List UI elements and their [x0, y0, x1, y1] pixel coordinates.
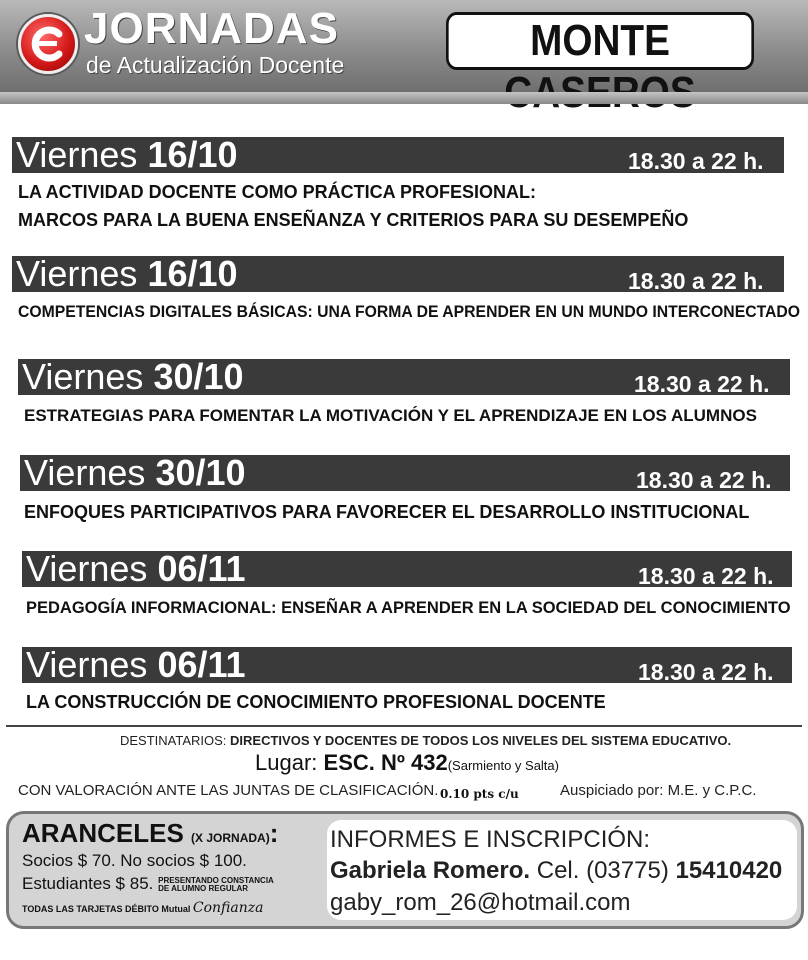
fees-estudiantes: Estudiantes $ 85. PRESENTANDO CONSTANCIA DE ALUMNO REGULAR [22, 874, 274, 893]
valoracion: CON VALORACIÓN ANTE LAS JUNTAS DE CLASIFICACIÓN. [18, 782, 439, 799]
contact-title: INFORMES E INSCRIPCIÓN: [330, 826, 651, 853]
logo-icon [18, 14, 78, 74]
session-topic: PEDAGOGÍA INFORMACIONAL: ENSEÑAR A APRENDER EN LA SOCIEDAD DEL CONOCIMIENTO [26, 599, 791, 617]
divider [6, 725, 802, 727]
session-topic: MARCOS PARA LA BUENA ENSEÑANZA Y CRITERIOS PARA SU DESEMPEÑO [18, 210, 689, 230]
session-date: 30/10 [153, 356, 244, 397]
session-date: 16/10 [147, 253, 238, 294]
session-date: 06/11 [157, 644, 246, 685]
session-hours: 18.30 a 22 h. [638, 563, 774, 589]
fees-socios: Socios $ 70. No socios $ 100. [22, 851, 247, 870]
session-hours: 18.30 a 22 h. [636, 467, 772, 493]
auspicio: Auspiciado por: M.E. y C.P.C. [560, 782, 757, 799]
session-day: Viernes 16/10 [16, 253, 238, 294]
fees-title: ARANCELES (X JORNADA): [22, 818, 279, 848]
session-hours: 18.30 a 22 h. [628, 148, 764, 174]
header-divider [0, 92, 808, 104]
city-badge: MONTE [446, 12, 754, 70]
session-topic: COMPETENCIAS DIGITALES BÁSICAS: UNA FORMA DE APRENDER EN UN MUNDO INTERCONECTADO [18, 303, 801, 321]
brand-title: JORNADAS [84, 4, 339, 53]
contact-email[interactable]: gaby_rom_26@hotmail.com [330, 889, 631, 916]
session-day: Viernes 16/10 [16, 134, 238, 175]
points: 0.10 pts c/u [440, 787, 519, 801]
session-hours: 18.30 a 22 h. [628, 268, 764, 294]
session-day: Viernes 06/11 [26, 644, 246, 685]
session-topic: ESTRATEGIAS PARA FOMENTAR LA MOTIVACIÓN Y EL APRENDIZAJE EN LOS ALUMNOS [24, 406, 757, 425]
session-topic: LA CONSTRUCCIÓN DE CONOCIMIENTO PROFESIONAL DOCENTE [26, 692, 606, 712]
fees-cards: TODAS LAS TARJETAS DÉBITO Mutual Confianza [22, 900, 264, 916]
session-date: 06/11 [157, 548, 246, 589]
session-day: Viernes 06/11 [26, 548, 246, 589]
session-topic: ENFOQUES PARTICIPATIVOS PARA FAVORECER EL DESARROLLO INSTITUCIONAL [24, 502, 750, 522]
session-hours: 18.30 a 22 h. [634, 371, 770, 397]
lugar: Lugar: ESC. Nº 432(Sarmiento y Salta) [255, 750, 559, 775]
session-date: 16/10 [147, 134, 238, 175]
fees-estudiantes-note: PRESENTANDO CONSTANCIA DE ALUMNO REGULAR [158, 875, 274, 893]
session-day: Viernes 30/10 [24, 452, 246, 493]
header [0, 0, 808, 92]
destinatarios: DESTINATARIOS: DIRECTIVOS Y DOCENTES DE TODOS LOS NIVELES DEL SISTEMA EDUCATIVO. [120, 733, 732, 748]
contact-person: Gabriela Romero. Cel. (03775) 15410420 [330, 857, 783, 884]
session-hours: 18.30 a 22 h. [638, 659, 774, 685]
session-day: Viernes 30/10 [22, 356, 244, 397]
session-topic: LA ACTIVIDAD DOCENTE COMO PRÁCTICA PROFESIONAL: [18, 182, 536, 202]
session-date: 30/10 [155, 452, 246, 493]
brand-subtitle: de Actualización Docente [86, 52, 345, 78]
